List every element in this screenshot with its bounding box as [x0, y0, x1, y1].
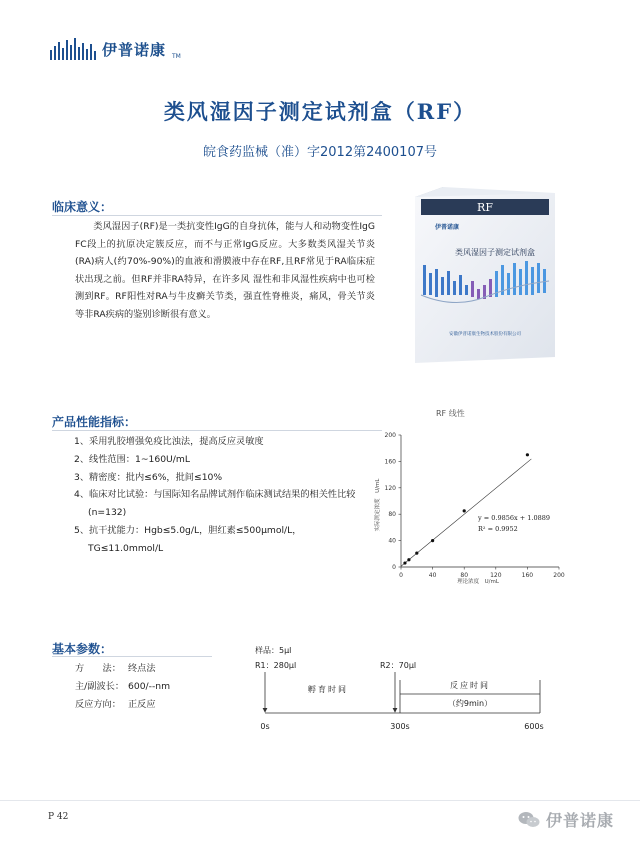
performance-divider [52, 430, 382, 431]
page-title: 类风湿因子测定试剂盒（RF） [163, 99, 477, 124]
chart-r2: R² = 0.9952 [478, 525, 518, 533]
y-tick-label: 0 [392, 564, 396, 571]
time-0: 0s [260, 722, 270, 731]
reaction-duration: （约9min） [447, 699, 493, 708]
time-300: 300s [390, 722, 410, 731]
timeline-r2: R2：70μl [380, 661, 417, 670]
list-item: 2、线性范围：1~160U/mL [74, 453, 190, 465]
param-value: 终点法 [128, 663, 156, 674]
chart-equation: y = 0.9856x + 1.0889 [478, 514, 550, 522]
box-company: 安徽伊普诺康生物技术股份有限公司 [449, 332, 521, 337]
param-value: 正反应 [128, 698, 156, 710]
reaction-label: 反应时间 [450, 681, 490, 690]
list-item: 3、精密度：批内≤6%，批间≤10% [74, 471, 223, 483]
data-point [415, 552, 418, 555]
x-tick-label: 80 [460, 572, 469, 579]
product-box-image [415, 185, 555, 365]
wechat-icon [518, 811, 540, 829]
footer-divider [0, 800, 640, 801]
param-label: 主/副波长： [75, 680, 125, 692]
clinical-divider [52, 215, 382, 216]
x-tick-label: 200 [553, 572, 565, 579]
y-tick-label: 40 [388, 537, 396, 545]
param-row [75, 696, 170, 714]
y-tick-label: 200 [384, 432, 396, 439]
linearity-chart [368, 425, 578, 595]
list-item: 4、临床对比试验：与国际知名品牌试剂作临床测试结果的相关性比较(n=132) [74, 489, 356, 519]
page-number: P 42 [48, 812, 69, 822]
chart-caption: RF 线性 [436, 409, 465, 418]
x-tick-label: 0 [399, 572, 403, 579]
data-point [526, 453, 529, 456]
data-point [407, 558, 410, 561]
param-row [75, 678, 170, 696]
data-point [431, 539, 434, 542]
registration-number: 皖食药监械（准）字2012第2400107号 [203, 145, 437, 160]
y-tick-label: 80 [388, 511, 396, 519]
param-value: 600/--nm [128, 680, 171, 692]
param-row [75, 660, 170, 678]
clinical-text: 类风湿因子(RF)是一类抗变性IgG的自身抗体，能与人和动物变性IgG FC段上的抗原决定簇反应，而不与正常IgG反应。大多数类风湿关节炎(RA)病人(约70%-90%)的血液和滑膜液中存在RF,且RF常见于RA临床症状出现之前。但RF并非RA特异，在许多风 湿性和非风湿性疾病中也可检测到RF。RF阳性对RA与牛皮癣关节类，强直性脊椎炎，痛风，骨关节炎等非RA疾病的鉴别诊断很有意义。 [75, 221, 375, 320]
box-product-name: 类风湿因子测定试剂盒 [455, 248, 535, 257]
clinical-heading: 临床意义： [52, 200, 113, 214]
params-list [75, 660, 170, 713]
data-point [403, 561, 406, 564]
x-tick-label: 120 [490, 572, 502, 579]
chart-xlabel: 理论浓度 U/mL [457, 579, 499, 585]
incubation-label: 孵育时间 [308, 685, 348, 694]
list-item: 1、采用乳胶增强免疫比浊法，提高反应灵敏度 [74, 436, 264, 447]
param-label: 方 法： [75, 663, 121, 674]
data-point [463, 509, 466, 512]
performance-list [74, 433, 374, 558]
logo-wave-icon [50, 38, 96, 60]
x-tick-label: 160 [521, 572, 534, 579]
box-brand: 伊普诺康 [435, 224, 460, 231]
params-heading: 基本参数： [52, 642, 113, 656]
y-tick-label: 120 [384, 484, 396, 492]
reaction-timeline [250, 640, 550, 740]
brand-logo [50, 30, 181, 60]
performance-heading: 产品性能指标： [52, 415, 137, 429]
time-600: 600s [524, 722, 544, 731]
x-tick-label: 40 [428, 572, 437, 579]
watermark [518, 808, 614, 831]
timeline-r1: R1：280μl [255, 661, 297, 670]
trademark: TM [172, 53, 181, 60]
param-label: 反应方向： [75, 698, 121, 710]
timeline-sample: 样品：5μl [255, 646, 292, 655]
brand-name: 伊普诺康 [102, 41, 167, 59]
params-divider [52, 656, 212, 657]
list-item: 5、抗干扰能力：Hgb≤5.0g/L，胆红素≤500μmol/L，TG≤11.0mmol/L [74, 524, 302, 554]
box-top-label: RF [477, 201, 493, 214]
chart-ylabel: 实际测定浓度 U/mL [375, 478, 381, 532]
watermark-text: 伊普诺康 [546, 811, 615, 830]
trendline [401, 459, 531, 566]
y-tick-label: 160 [384, 458, 396, 466]
